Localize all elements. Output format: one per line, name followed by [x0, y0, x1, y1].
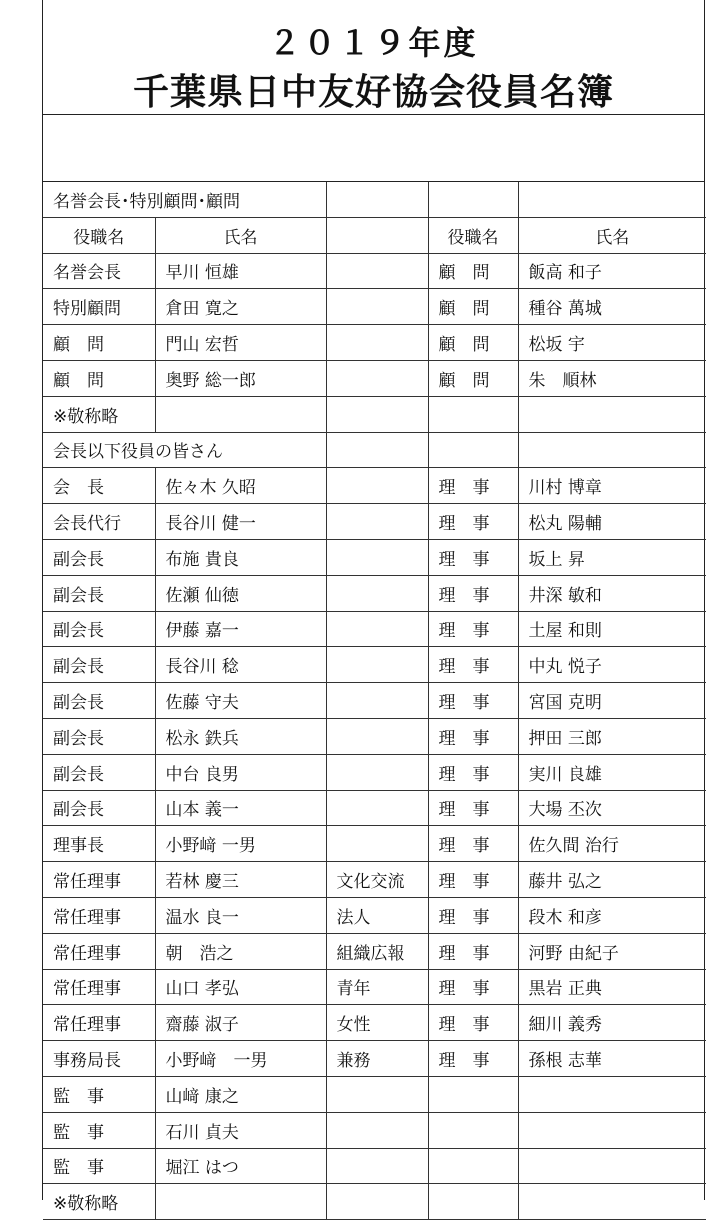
table-row [43, 897, 706, 933]
table-row [43, 1112, 706, 1148]
name-cell-2 [518, 1148, 706, 1184]
empty-cell [518, 396, 706, 432]
roster-body [43, 182, 706, 1220]
name-cell: 佐瀬 仙徳 [155, 575, 326, 611]
name-cell: 佐藤 守夫 [155, 683, 326, 719]
header-name: 氏名 [155, 217, 326, 253]
name-cell: 山﨑 康之 [155, 1076, 326, 1112]
header-role-2: 役職名 [428, 217, 518, 253]
note-row [43, 396, 706, 432]
name-cell-2: 中丸 悦子 [518, 647, 706, 683]
empty-cell [326, 432, 428, 468]
role-cell: 特別顧問 [43, 289, 155, 325]
dept-cell [326, 683, 428, 719]
title-year: ２０１９年度 [268, 24, 479, 62]
role-cell-2: 理 事 [428, 611, 518, 647]
role-cell: 常任理事 [43, 969, 155, 1005]
dept-cell [326, 1148, 428, 1184]
role-cell: 副会長 [43, 683, 155, 719]
name-cell: 門山 宏哲 [155, 325, 326, 361]
table-row [43, 611, 706, 647]
section2-heading-row [43, 432, 706, 468]
dept-cell [326, 539, 428, 575]
name-cell-2: 井深 敏和 [518, 575, 706, 611]
empty-cell [518, 1184, 706, 1220]
role-cell: 顧 問 [43, 360, 155, 396]
name-cell-2: 松坂 宇 [518, 325, 706, 361]
table-row [43, 790, 706, 826]
empty-cell [326, 360, 428, 396]
dept-cell [326, 754, 428, 790]
roster-table [43, 182, 706, 1220]
role-cell-2: 理 事 [428, 754, 518, 790]
role-cell: 副会長 [43, 575, 155, 611]
table-row [43, 1076, 706, 1112]
table-row [43, 539, 706, 575]
empty-cell [518, 182, 706, 217]
title-main: 千葉県日中友好協会役員名簿 [132, 72, 614, 113]
empty-cell [326, 182, 428, 217]
table-row [43, 504, 706, 540]
role-cell: 常任理事 [43, 862, 155, 898]
name-cell: 佐々木 久昭 [155, 468, 326, 504]
role-cell-2: 理 事 [428, 468, 518, 504]
table-row [43, 862, 706, 898]
blank-row [43, 115, 704, 182]
name-cell: 山口 孝弘 [155, 969, 326, 1005]
title-box [43, 0, 704, 115]
name-cell: 長谷川 健一 [155, 504, 326, 540]
role-cell: 顧 問 [43, 325, 155, 361]
empty-cell [326, 1184, 428, 1220]
dept-cell: 女性 [326, 1005, 428, 1041]
empty-cell [155, 396, 326, 432]
empty-cell [326, 217, 428, 253]
name-cell-2: 実川 良雄 [518, 754, 706, 790]
name-cell-2: 朱 順林 [518, 360, 706, 396]
role-cell-2: 理 事 [428, 1041, 518, 1077]
role-cell-2: 理 事 [428, 897, 518, 933]
section1-heading: 名誉会長･特別顧問･顧問 [43, 182, 326, 217]
role-cell-2: 理 事 [428, 1005, 518, 1041]
name-cell-2 [518, 1076, 706, 1112]
name-cell: 伊藤 嘉一 [155, 611, 326, 647]
role-cell: 事務局長 [43, 1041, 155, 1077]
role-cell: 副会長 [43, 718, 155, 754]
role-cell-2: 理 事 [428, 790, 518, 826]
name-cell-2: 細川 義秀 [518, 1005, 706, 1041]
role-cell-2: 理 事 [428, 969, 518, 1005]
role-cell-2: 顧 問 [428, 253, 518, 289]
empty-cell [428, 1184, 518, 1220]
role-cell-2: 理 事 [428, 718, 518, 754]
role-cell-2: 顧 問 [428, 325, 518, 361]
name-cell-2: 宮国 克明 [518, 683, 706, 719]
dept-cell [326, 1112, 428, 1148]
name-cell: 小野﨑 一男 [155, 1041, 326, 1077]
table-row [43, 325, 706, 361]
table-row [43, 683, 706, 719]
dept-cell [326, 647, 428, 683]
section1-heading-row [43, 182, 706, 217]
header-role: 役職名 [43, 217, 155, 253]
table-row [43, 826, 706, 862]
dept-cell [326, 826, 428, 862]
name-cell-2: 段木 和彦 [518, 897, 706, 933]
dept-cell [326, 575, 428, 611]
role-cell-2: 理 事 [428, 683, 518, 719]
table-row [43, 1005, 706, 1041]
dept-cell [326, 790, 428, 826]
role-cell: 副会長 [43, 790, 155, 826]
role-cell-2: 理 事 [428, 862, 518, 898]
name-cell: 堀江 はつ [155, 1148, 326, 1184]
role-cell: 会 長 [43, 468, 155, 504]
role-cell: 常任理事 [43, 1005, 155, 1041]
name-cell-2: 河野 由紀子 [518, 933, 706, 969]
table-row [43, 1148, 706, 1184]
role-cell-2: 理 事 [428, 647, 518, 683]
section1-header-row [43, 217, 706, 253]
name-cell: 中台 良男 [155, 754, 326, 790]
dept-cell: 法人 [326, 897, 428, 933]
role-cell: 副会長 [43, 611, 155, 647]
role-cell: 監 事 [43, 1076, 155, 1112]
empty-cell [155, 1184, 326, 1220]
role-cell: 名誉会長 [43, 253, 155, 289]
dept-cell: 青年 [326, 969, 428, 1005]
dept-cell: 文化交流 [326, 862, 428, 898]
empty-cell [326, 289, 428, 325]
empty-cell [326, 253, 428, 289]
role-cell: 副会長 [43, 647, 155, 683]
role-cell: 会長代行 [43, 504, 155, 540]
note-row [43, 1184, 706, 1220]
dept-cell [326, 1076, 428, 1112]
table-row [43, 647, 706, 683]
empty-cell [326, 325, 428, 361]
name-cell: 倉田 寛之 [155, 289, 326, 325]
table-row [43, 718, 706, 754]
role-cell: 副会長 [43, 754, 155, 790]
role-cell: 監 事 [43, 1112, 155, 1148]
table-row [43, 1041, 706, 1077]
name-cell: 奥野 総一郎 [155, 360, 326, 396]
role-cell-2: 理 事 [428, 933, 518, 969]
role-cell-2: 顧 問 [428, 360, 518, 396]
table-row [43, 253, 706, 289]
note-text: ※敬称略 [43, 1184, 155, 1220]
dept-cell [326, 718, 428, 754]
name-cell-2: 大場 丕次 [518, 790, 706, 826]
dept-cell: 兼務 [326, 1041, 428, 1077]
name-cell: 若林 慶三 [155, 862, 326, 898]
name-cell-2: 藤井 弘之 [518, 862, 706, 898]
empty-cell [428, 182, 518, 217]
role-cell-2: 顧 問 [428, 289, 518, 325]
role-cell-2: 理 事 [428, 504, 518, 540]
name-cell: 早川 恒雄 [155, 253, 326, 289]
dept-cell [326, 468, 428, 504]
name-cell-2: 飯高 和子 [518, 253, 706, 289]
role-cell: 副会長 [43, 539, 155, 575]
role-cell-2 [428, 1076, 518, 1112]
name-cell: 温水 良一 [155, 897, 326, 933]
name-cell-2: 松丸 陽輔 [518, 504, 706, 540]
table-row [43, 754, 706, 790]
name-cell: 布施 貴良 [155, 539, 326, 575]
empty-cell [518, 432, 706, 468]
dept-cell: 組織広報 [326, 933, 428, 969]
name-cell: 朝 浩之 [155, 933, 326, 969]
role-cell-2 [428, 1148, 518, 1184]
role-cell: 理事長 [43, 826, 155, 862]
name-cell-2: 孫根 志華 [518, 1041, 706, 1077]
dept-cell [326, 504, 428, 540]
name-cell: 長谷川 稔 [155, 647, 326, 683]
name-cell-2: 押田 三郎 [518, 718, 706, 754]
empty-cell [428, 432, 518, 468]
name-cell-2: 川村 博章 [518, 468, 706, 504]
note-text: ※敬称略 [43, 396, 155, 432]
section2-heading: 会長以下役員の皆さん [43, 432, 326, 468]
name-cell: 山本 義一 [155, 790, 326, 826]
table-row [43, 289, 706, 325]
role-cell: 監 事 [43, 1148, 155, 1184]
dept-cell [326, 611, 428, 647]
name-cell-2: 土屋 和則 [518, 611, 706, 647]
empty-cell [428, 396, 518, 432]
role-cell: 常任理事 [43, 933, 155, 969]
name-cell-2: 坂上 昇 [518, 539, 706, 575]
role-cell-2 [428, 1112, 518, 1148]
role-cell: 常任理事 [43, 897, 155, 933]
name-cell: 齋藤 淑子 [155, 1005, 326, 1041]
role-cell-2: 理 事 [428, 539, 518, 575]
name-cell-2: 黒岩 正典 [518, 969, 706, 1005]
table-row [43, 360, 706, 396]
header-name-2: 氏名 [518, 217, 706, 253]
name-cell-2: 佐久間 治行 [518, 826, 706, 862]
name-cell: 小野﨑 一男 [155, 826, 326, 862]
table-row [43, 969, 706, 1005]
table-row [43, 468, 706, 504]
name-cell-2: 種谷 萬城 [518, 289, 706, 325]
roster-sheet [42, 0, 705, 1215]
table-row [43, 933, 706, 969]
role-cell-2: 理 事 [428, 826, 518, 862]
name-cell: 松永 鉄兵 [155, 718, 326, 754]
role-cell-2: 理 事 [428, 575, 518, 611]
name-cell-2 [518, 1112, 706, 1148]
table-row [43, 575, 706, 611]
empty-cell [326, 396, 428, 432]
name-cell: 石川 貞夫 [155, 1112, 326, 1148]
